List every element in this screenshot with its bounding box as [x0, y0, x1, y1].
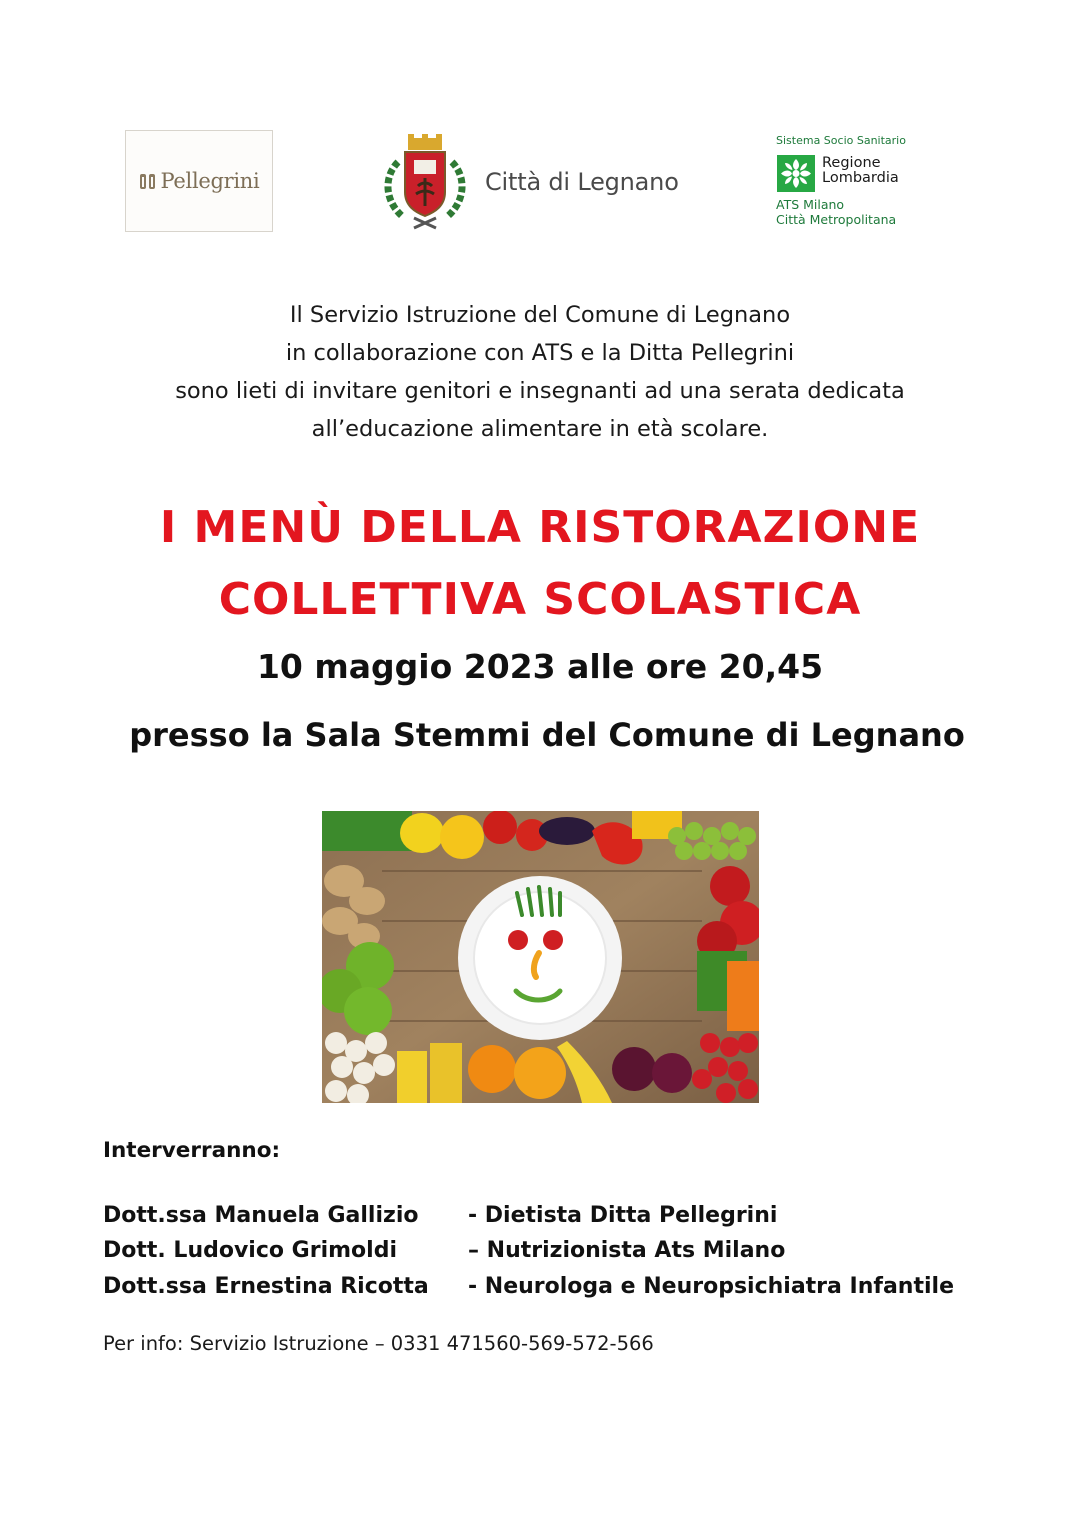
- lombardia-region-text: Regione Lombardia: [822, 155, 899, 186]
- vegetables-plate-photo: [322, 811, 759, 1103]
- speaker-name: Dott.ssa Ernestina Ricotta: [103, 1274, 429, 1299]
- speaker-role: – Nutrizionista Ats Milano: [468, 1238, 786, 1263]
- speaker-role: - Dietista Ditta Pellegrini: [468, 1203, 778, 1228]
- speaker-name: Dott.ssa Manuela Gallizio: [103, 1203, 419, 1228]
- lombardia-rose-icon: [777, 155, 815, 192]
- speakers-heading: Interverranno:: [103, 1138, 281, 1163]
- pellegrini-logo-text: Pellegrini: [160, 169, 260, 193]
- vegetables-plate-illustration: [322, 811, 759, 1103]
- event-date: 10 maggio 2023 alle ore 20,45: [256, 647, 824, 686]
- lombardia-system-text: Sistema Socio Sanitario: [776, 134, 906, 147]
- speaker-role: - Neurologa e Neuropsichiatra Infantile: [468, 1274, 954, 1299]
- legnano-logo-text: Città di Legnano: [485, 168, 679, 196]
- pellegrini-logo: [125, 130, 273, 232]
- speaker-name: Dott. Ludovico Grimoldi: [103, 1238, 397, 1263]
- ats-milano-text: ATS Milano Città Metropolitana: [776, 197, 897, 227]
- event-title: [0, 492, 1080, 636]
- event-title-line: COLLETTIVA SCOLASTICA: [218, 574, 862, 625]
- intro-paragraph: [0, 296, 1080, 448]
- intro-line: sono lieti di invitare genitori e insegnanti ad una serata dedicata: [175, 378, 905, 404]
- pellegrini-mark-icon: [139, 171, 157, 191]
- legnano-crest-icon: [378, 132, 472, 230]
- contact-info: Per info: Servizio Istruzione – 0331 471560-569-572-566: [103, 1332, 654, 1355]
- intro-line: all’educazione alimentare in età scolare.: [311, 416, 769, 442]
- event-venue: presso la Sala Stemmi del Comune di Legnano: [129, 716, 965, 754]
- lombardia-logo: [776, 134, 936, 232]
- event-title-line: I MENÙ DELLA RISTORAZIONE: [159, 502, 921, 553]
- legnano-logo: [378, 132, 678, 232]
- intro-line: Il Servizio Istruzione del Comune di Legnano: [289, 302, 791, 328]
- intro-line: in collaborazione con ATS e la Ditta Pellegrini: [285, 340, 795, 366]
